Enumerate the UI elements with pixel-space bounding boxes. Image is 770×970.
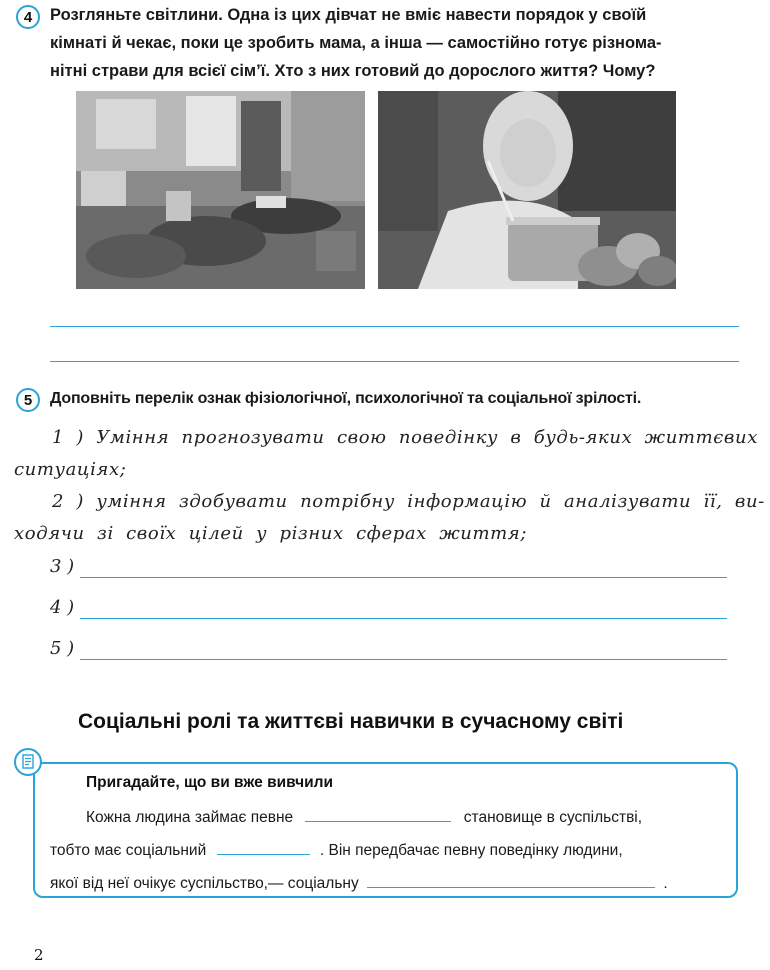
task-4-line-1: Розгляньте світлини. Одна із цих дівчат не вміє навести порядок у своїй xyxy=(50,6,647,24)
messy-room-photo xyxy=(76,91,365,289)
item-3-number: 3 ) xyxy=(50,556,75,577)
task-4-line-3: нітні страви для всієї сім’ї. Хто з них готовий до дорослого життя? Чому? xyxy=(50,62,656,80)
blank-2[interactable] xyxy=(217,840,310,855)
handwritten-item-1: 1 ) Уміння прогнозувати свою поведінку в будь-яких життєвих xyxy=(52,427,758,448)
messy-room-illustration xyxy=(76,91,365,289)
recall-line-1-end: становище в суспільстві, xyxy=(463,809,643,826)
section-title: Соціальні ролі та життєві навички в сучасному світі xyxy=(78,710,624,733)
item-5-number: 5 ) xyxy=(50,638,75,659)
recall-line-1-start: Кожна людина займає певне xyxy=(86,809,294,826)
answer-line-1[interactable] xyxy=(50,326,739,327)
handwritten-item-2: 2 ) уміння здобувати потрібну інформацію й аналізувати її, ви- xyxy=(52,491,765,512)
page-number: 2 xyxy=(34,946,44,964)
recall-line-2-start: тобто має соціальний xyxy=(50,842,207,859)
task-5-number: 5 xyxy=(16,388,40,412)
blank-3[interactable] xyxy=(367,873,655,888)
recall-line-3-end: . xyxy=(663,875,668,892)
recall-line-1 xyxy=(86,807,642,827)
item-5-answer-line[interactable] xyxy=(80,659,727,660)
recall-heading: Пригадайте, що ви вже вивчили xyxy=(86,774,333,791)
handwritten-item-2-cont: ходячи зі своїх цілей у різних сферах життя; xyxy=(14,523,527,544)
answer-line-2[interactable] xyxy=(50,361,739,362)
recall-line-2-end: . Він передбачає певну поведінку людини, xyxy=(319,842,623,859)
item-4-number: 4 ) xyxy=(50,597,75,618)
document-icon xyxy=(14,748,42,776)
recall-line-3-start: якої від неї очікує суспільство,— соціальну xyxy=(50,875,359,892)
item-3-answer-line[interactable] xyxy=(80,577,727,578)
recall-line-2 xyxy=(50,840,623,860)
handwritten-item-1-cont: ситуаціях; xyxy=(14,459,127,480)
cooking-girl-illustration xyxy=(378,91,676,289)
recall-line-3 xyxy=(50,873,668,893)
task-5-title: Доповніть перелік ознак фізіологічної, психологічної та соціальної зрілості. xyxy=(50,390,642,407)
cooking-girl-photo xyxy=(378,91,676,289)
task-4-line-2: кімнаті й чекає, поки це зробить мама, а інша — самостійно готує різнома- xyxy=(50,34,662,52)
task-4-number: 4 xyxy=(16,5,40,29)
item-4-answer-line[interactable] xyxy=(80,618,727,619)
blank-1[interactable] xyxy=(305,807,451,822)
